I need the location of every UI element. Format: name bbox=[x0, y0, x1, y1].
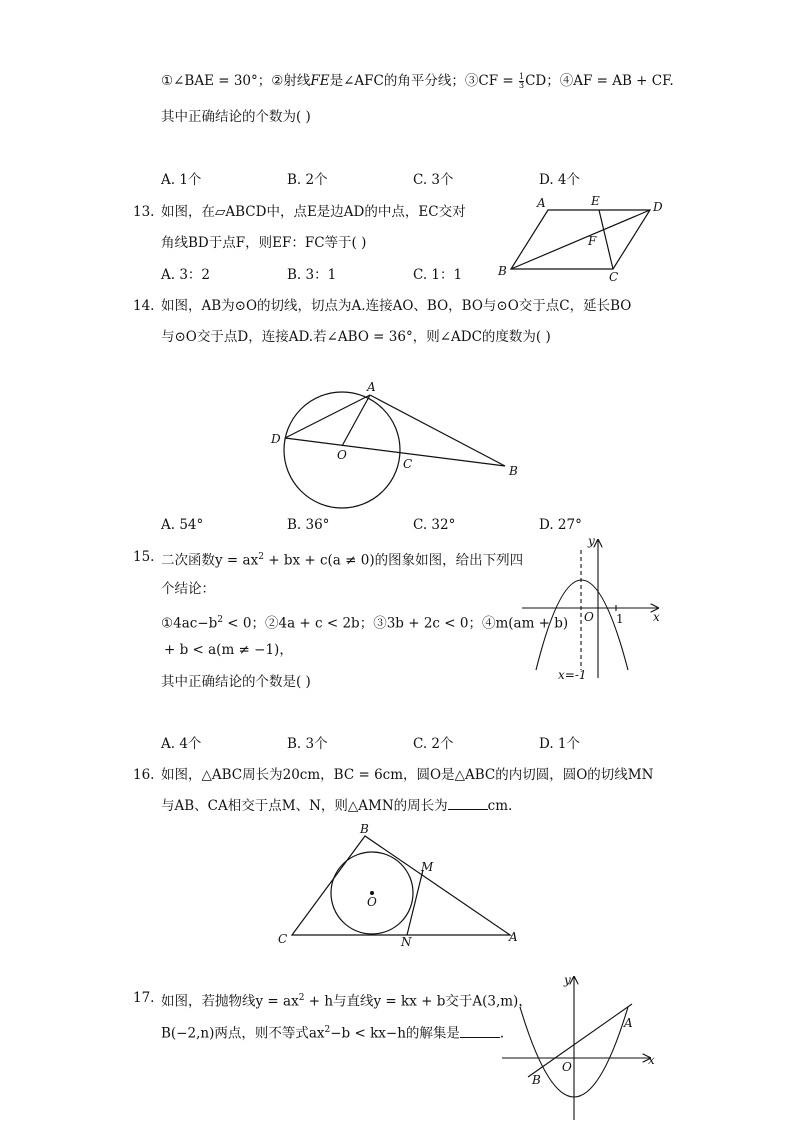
label-x: x bbox=[648, 1053, 655, 1067]
label-y: y bbox=[564, 973, 571, 987]
q15-option-a: A. 4个 bbox=[161, 736, 202, 752]
q12-frac-num: 1 bbox=[518, 72, 525, 81]
q14-number: 14. bbox=[133, 298, 155, 314]
q15-line3-a: ①4ac−b bbox=[161, 615, 218, 632]
q14-option-c: C. 32° bbox=[413, 517, 456, 533]
q14-option-a: A. 54° bbox=[161, 517, 204, 533]
label-e: E bbox=[591, 194, 600, 208]
q12-option-b: B. 2个 bbox=[287, 172, 328, 188]
q14-option-d: D. 27° bbox=[539, 517, 582, 533]
q13-option-a: A. 3：2 bbox=[161, 267, 211, 283]
q17-line1 bbox=[161, 989, 532, 1011]
label-c: C bbox=[278, 932, 288, 946]
label-a: A bbox=[537, 196, 546, 210]
q16-answer-blank bbox=[448, 797, 488, 810]
q16-line2 bbox=[161, 797, 512, 815]
label-c: C bbox=[403, 457, 413, 471]
label-y: y bbox=[588, 534, 595, 548]
q13-parallelogram-figure bbox=[495, 193, 675, 283]
q15-option-b: B. 3个 bbox=[287, 736, 328, 752]
tangent-ab bbox=[370, 395, 505, 466]
q16-triangle-figure bbox=[275, 820, 530, 950]
q17-answer-blank bbox=[460, 1025, 500, 1038]
q15-line5: 其中正确结论的个数是( ) bbox=[161, 674, 311, 690]
q16-line2-a: 与AB、CA相交于点M、N，则△AMN的周长为 bbox=[161, 798, 448, 814]
q14-line2: 与⊙O交于点D，连接AD.若∠ABO = 36°，则∠ADC的度数为( ) bbox=[161, 329, 551, 345]
label-o: O bbox=[367, 895, 377, 909]
label-o: O bbox=[584, 610, 594, 624]
tangent-mn bbox=[407, 870, 423, 935]
q12-option-a: A. 1个 bbox=[161, 172, 202, 188]
q12-frac-den: 3 bbox=[518, 81, 525, 90]
q17-line1-b: + h与直线y = kx + b交于A(3,m)， bbox=[304, 993, 532, 1010]
q15-parabola-figure bbox=[518, 535, 668, 685]
q16-line2-b: cm. bbox=[487, 798, 513, 814]
q17-line2 bbox=[161, 1021, 504, 1043]
q12-text-c: CD；④AF = AB + CF. bbox=[525, 73, 674, 89]
q16-line1: 如图，△ABC周长为20cm，BC = 6cm，圆O是△ABC的内切圆，圆O的切线MN bbox=[161, 767, 654, 783]
q15-line3-b: < 0；②4a + c < 2b；③3b + 2c < 0；④m(am + b) bbox=[223, 615, 569, 632]
q17-line1-a: 如图，若抛物线y = ax bbox=[161, 993, 299, 1010]
q15-line4: + b < a(m ≠ −1)， bbox=[164, 642, 293, 658]
q14-circle-figure bbox=[265, 375, 525, 510]
q15-sup1: 2 bbox=[258, 552, 264, 562]
q12-option-c: C. 3个 bbox=[413, 172, 454, 188]
q15-line1 bbox=[161, 548, 523, 570]
q15-sup2: 2 bbox=[217, 615, 223, 625]
q12-text-b: 是∠AFC的角平分线；③CF = bbox=[329, 73, 518, 89]
q13-option-c: C. 1：1 bbox=[413, 267, 463, 283]
q15-line1-a: 二次函数y = ax bbox=[161, 552, 259, 569]
q13-number: 13. bbox=[133, 204, 155, 220]
q15-line3 bbox=[161, 611, 568, 633]
q17-number: 17. bbox=[133, 990, 155, 1006]
q13-line2: 角线BD于点F，则EF：FC等于( ) bbox=[161, 235, 367, 251]
label-b: B bbox=[360, 822, 369, 836]
label-o: O bbox=[562, 1060, 572, 1074]
q15-option-c: C. 2个 bbox=[413, 736, 454, 752]
q15-option-d: D. 1个 bbox=[539, 736, 581, 752]
q15-line1-b: + bx + c(a ≠ 0)的图象如图，给出下列四 bbox=[263, 552, 524, 569]
label-m: M bbox=[421, 860, 434, 874]
label-a: A bbox=[367, 380, 376, 394]
label-axis-symmetry: x=-1 bbox=[558, 668, 587, 682]
q12-prompt: 其中正确结论的个数为( ) bbox=[161, 109, 311, 125]
q16-number: 16. bbox=[133, 767, 155, 783]
segment-ec bbox=[599, 210, 613, 269]
parabola-curve bbox=[536, 580, 628, 670]
q14-line1: 如图，AB为⊙O的切线，切点为A.连接AO、BO，BO与⊙O交于点C，延长BO bbox=[161, 298, 632, 314]
label-x: x bbox=[653, 610, 660, 624]
q15-line2: 个结论： bbox=[161, 581, 215, 597]
label-a: A bbox=[624, 1016, 633, 1030]
label-n: N bbox=[401, 935, 412, 949]
q12-text-a: ①∠BAE = 30°；②射线 bbox=[161, 73, 311, 89]
q17-sup1: 2 bbox=[298, 993, 305, 1003]
label-f: F bbox=[588, 234, 597, 248]
label-d: D bbox=[271, 432, 281, 446]
label-one: 1 bbox=[616, 612, 624, 626]
label-b: B bbox=[509, 464, 518, 478]
q17-sup2: 2 bbox=[324, 1025, 331, 1035]
triangle-abc bbox=[292, 836, 510, 935]
q12-fraction bbox=[519, 73, 524, 90]
q13-option-b: B. 3：1 bbox=[287, 267, 337, 283]
q17-line2-a: B(−2,n)两点，则不等式ax bbox=[161, 1025, 325, 1042]
q13-line1: 如图，在▱ABCD中，点E是边AD的中点，EC交对 bbox=[161, 204, 466, 220]
q12-statements bbox=[161, 72, 674, 90]
line-db bbox=[285, 438, 505, 466]
q12-option-d: D. 4个 bbox=[539, 172, 581, 188]
label-d: D bbox=[653, 200, 663, 214]
segment-ad bbox=[285, 395, 370, 438]
q14-option-b: B. 36° bbox=[287, 517, 330, 533]
label-c: C bbox=[609, 270, 619, 284]
q17-parabola-line-figure bbox=[500, 972, 665, 1122]
q12-text-fe: FE bbox=[310, 73, 330, 89]
q17-line2-b: −b < kx−h的解集是 bbox=[330, 1025, 460, 1042]
label-b: B bbox=[532, 1073, 541, 1087]
label-b: B bbox=[498, 264, 507, 278]
label-o: O bbox=[337, 448, 347, 462]
label-a: A bbox=[509, 930, 518, 944]
q17-line2-c: . bbox=[499, 1025, 505, 1042]
q15-number: 15. bbox=[133, 549, 155, 565]
diagonal-bd bbox=[511, 210, 650, 269]
